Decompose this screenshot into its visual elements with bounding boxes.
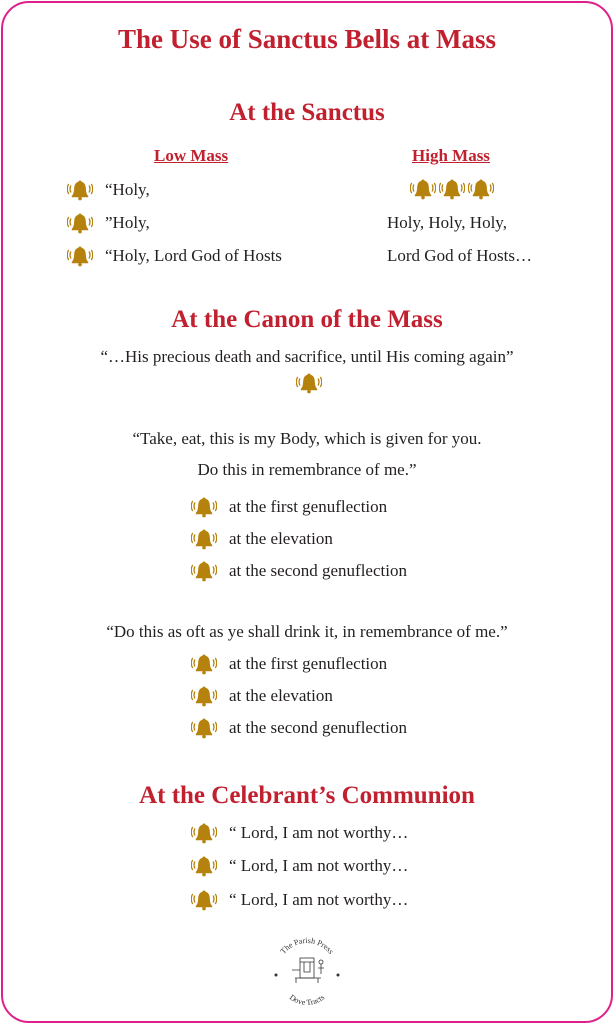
bell-icon <box>67 179 93 201</box>
bell-icon <box>410 178 436 200</box>
bell-icon <box>191 528 217 550</box>
svg-text:The Parish Press: The Parish Press <box>278 935 336 956</box>
bell-icon <box>191 496 217 518</box>
canon-heading: At the Canon of the Mass <box>171 306 443 333</box>
list-item: at the second genuflection <box>191 560 407 582</box>
list-item: “ Lord, I am not worthy… <box>191 889 408 911</box>
svg-text:Dove Tracts: Dove Tracts <box>287 992 327 1008</box>
list-item: at the second genuflection <box>191 717 407 739</box>
sanctus-heading: At the Sanctus <box>229 99 385 126</box>
list-item: at the first genuflection <box>191 496 387 518</box>
bell-icon <box>67 245 93 267</box>
list-item: at the elevation <box>191 528 333 550</box>
bell-icon <box>468 178 494 200</box>
canon-intro: “…His precious death and sacrifice, until His coming again” <box>100 347 514 366</box>
list-item: ”Holy, <box>67 212 150 234</box>
list-item: “Holy, Lord God of Hosts <box>67 245 282 267</box>
bell-icon <box>191 653 217 675</box>
body-quote-line: Do this in remembrance of me.” <box>197 460 417 479</box>
bell-icon <box>191 889 217 911</box>
body-quote-line: “Take, eat, this is my Body, which is given for you. <box>132 429 482 448</box>
page-title: The Use of Sanctus Bells at Mass <box>117 24 496 54</box>
bell-icon <box>191 685 217 707</box>
low-mass-label: Low Mass <box>154 146 229 165</box>
bell-icon <box>191 855 217 877</box>
bell-icon <box>191 822 217 844</box>
high-mass-line: Lord God of Hosts… <box>387 246 532 265</box>
list-item: at the elevation <box>191 685 333 707</box>
chalice-quote: “Do this as oft as ye shall drink it, in remembrance of me.” <box>106 622 508 641</box>
high-mass-line: Holy, Holy, Holy, <box>387 213 507 232</box>
list-item: “Holy, <box>67 179 150 201</box>
high-mass-label: High Mass <box>412 146 490 165</box>
bell-icon <box>296 372 322 394</box>
bell-icon <box>439 178 465 200</box>
parish-press-logo <box>268 932 346 1010</box>
bell-icon <box>67 212 93 234</box>
list-item: at the first genuflection <box>191 653 387 675</box>
list-item: “ Lord, I am not worthy… <box>191 855 408 877</box>
bell-icon <box>191 717 217 739</box>
communion-heading: At the Celebrant’s Communion <box>139 782 475 809</box>
list-item: “ Lord, I am not worthy… <box>191 822 408 844</box>
bell-icon <box>191 560 217 582</box>
high-mass-bells <box>410 178 494 200</box>
